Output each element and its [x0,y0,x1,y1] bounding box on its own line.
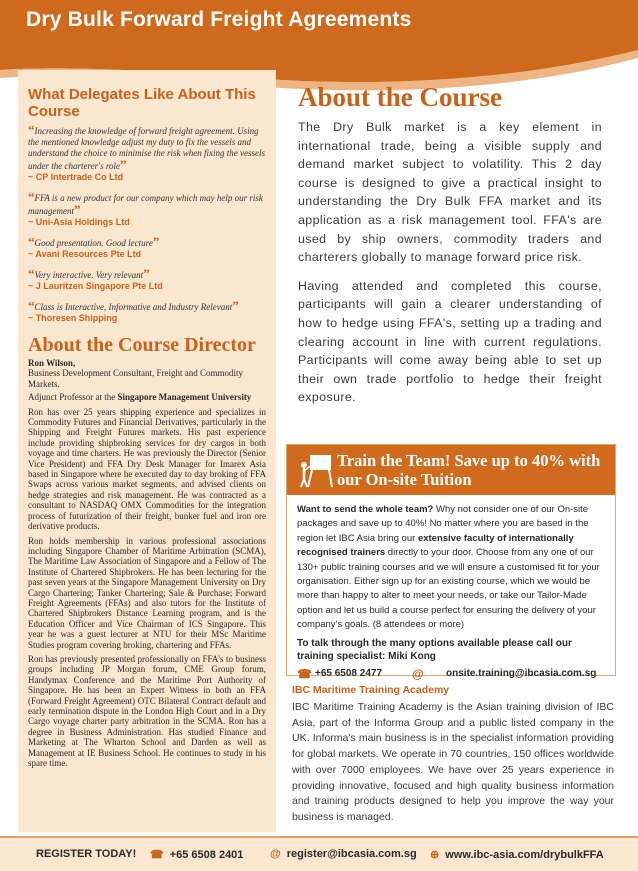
page-footer [0,836,638,871]
about-course-paragraph: The Dry Bulk market is a key element in international trade, being a visible supply and demand market subject to volatility. This 2 day course is designed to give a practical insight to understanding the Dry Bulk FFA market and its application as a risk management tool. FFA's are used by ship owners, commodity traders and charterers globally to manage forward price risk. [298,120,602,265]
at-icon: @ [412,666,424,681]
about-course-paragraph: Having attended and completed this course, participants will gain a clearer understanding of how to hedge using FFA's, setting up a trading and clearing account in line with current regulations. Participants will come away being able to set up their own trade portfolio to hedge their freight exposure. [298,278,602,405]
director-bio-paragraph: Ron holds membership in various professional associations including Singapore Chamber of Maritime Arbitration (SCMA), The Maritime Law Association of Singapore and a Fellow of The Institute of Chartered Shipbrokers. He has been lecturing for the past seven years at the Singapore Management University on Dry Cargo Chartering; Tanker Chartering; Sale & Purchase; Forward Freight Agreements (FFAs) and also tutors for the Institute of Chartered Shipbrokers Distance Learning program, and is the Education Officer and Vice Chairman of ICS Singapore. This year he was a guest lecturer at NTU for their MSc Maritime Studies program covering broking, chartering and FFAs. [28,535,266,650]
ibc-academy-heading: IBC Maritime Training Academy [292,684,450,696]
delegates-sidebar [18,70,276,832]
onsite-email-link[interactable]: onsite.training@ibcasia.com.sg [446,668,597,680]
testimonial-quote: “Increasing the knowledge of forward freight agreement. Using the mentioned knowledge adjust my duty to fix the vessels and understand the choice to minimise the risk when fixing the vessels under the charterer's role” [28,122,265,172]
phone-icon: ☎ [297,666,312,681]
director-heading: About the Course Director [28,334,256,356]
footer-phone[interactable]: ☎ +65 6508 2401 [150,849,244,861]
director-bio-paragraph: Ron has over 25 years shipping experience and specializes in Commodity Futures and Financial Derivatives, particularly in the Shipping and Freight Futures markets. His past experience include providing shipbroking services for dry cargos in both voyage and time charters. He was previously the Director (Senior Vice President) and FFA Dry Desk Manager for Imarex Asia based in Singapore where he executed day to day broking of FFA Swaps across various market segments, and advised clients on hedge strategies and risk management. He was contracted as a consultant to NASDAQ OMX Commodities for the integration process of futurization of their freight, bunker fuel and iron ore derivative products. [28,406,266,532]
about-course-heading: About the Course [298,82,503,112]
onsite-training-description: Want to send the whole team? Why not consider one of our On-site packages and save up to 40%! No matter where you are based in the region let IBC Asia bring our extensive faculty of internationally recognised trainers directly to your door. Choose from any one of our 130+ public training courses and we will ensure a customised fit for your organisation. Either sign up for an existing course, which we would be more than happy to alter to meet your needs, or take our Tailor-Made option and let us build a course perfect for ensuring the delivery of your company's goals. (8 attendees or more) [297,504,600,631]
testimonial-quote: “Good presentation. Good lecture” [28,234,160,249]
director-bio-paragraph: Ron has previously presented professionally on FFA's to business groups including JP Morgan forum, CME Group forum, Handymax Conference and the Maritime Port Authority of Singapore. He has been an Expert Witness in both an FFA (Forward Freight Agreement) OTC Bilateral Contract default and early termination dispute in the London High Court and in a Dry Cargo voyage charter party arbitration in the SCMA. Ron has a degree in Business Administration. Has studied Finance and Marketing at The Wharton School and Darden as well as Management at IE Business School. He continues to study in his spare time. [28,653,266,769]
director-name-role: Ron Wilson, Business Development Consultant, Freight and Commodity Markets. [28,358,243,389]
testimonial-author: ~ Thoresen Shipping [28,313,118,323]
phone-icon: ☎ [150,849,164,861]
ibc-academy-description: IBC Maritime Training Academy is the Asian training division of IBC Asia, part of the Informa Group and a public listed company in the UK. Informa's main business is in the specialist information providing for global markets. We operate in 70 countries, 150 offices worldwide with over 7000 employees. We have over 25 years experience in providing innovative, focused and high quality business information and training products designed to help you improve the way your business is managed. [292,701,614,823]
easel-icon [299,453,333,489]
testimonial-author: ~ J Lauritzen Singapore Pte Ltd [28,281,163,291]
testimonial-quote: “FFA is a new product for our company which may help our risk management” [28,189,263,217]
footer-website-link[interactable]: ⊕ www.ibc-asia.com/drybulkFFA [430,849,604,861]
footer-email-link[interactable]: @ register@ibcasia.com.sg [270,848,417,860]
delegates-heading: What Delegates Like About This Course [28,86,256,120]
page-title: Dry Bulk Forward Freight Agreements [26,8,412,31]
testimonial-quote: “Class is Interactive, Informative and Industry Relevant” [28,298,239,313]
onsite-training-box [286,444,616,681]
onsite-training-banner [287,445,615,495]
director-adjunct: Adjunct Professor at the Singapore Management University [28,392,252,403]
testimonial-author: ~ Avani Resources Pte Ltd [28,249,142,259]
register-today-label: REGISTER TODAY! [36,848,137,860]
testimonial-quote: “Very interactive. Very relevant” [28,266,150,281]
onsite-contact-row [297,667,605,681]
onsite-phone[interactable]: +65 6508 2477 [315,668,383,680]
globe-icon: ⊕ [430,849,440,861]
testimonial-author: ~ CP Intertrade Co Ltd [28,172,124,182]
testimonial-author: ~ Uni-Asia Holdings Ltd [28,217,130,227]
ibc-academy-section [292,684,614,826]
about-course-section [298,82,602,417]
onsite-training-call: To talk through the many options available please call our training specialist: Miki Kong [297,637,572,662]
onsite-training-title: Train the Team! Save up to 40% with our On-site Tuition [337,451,601,489]
at-icon: @ [270,848,281,860]
